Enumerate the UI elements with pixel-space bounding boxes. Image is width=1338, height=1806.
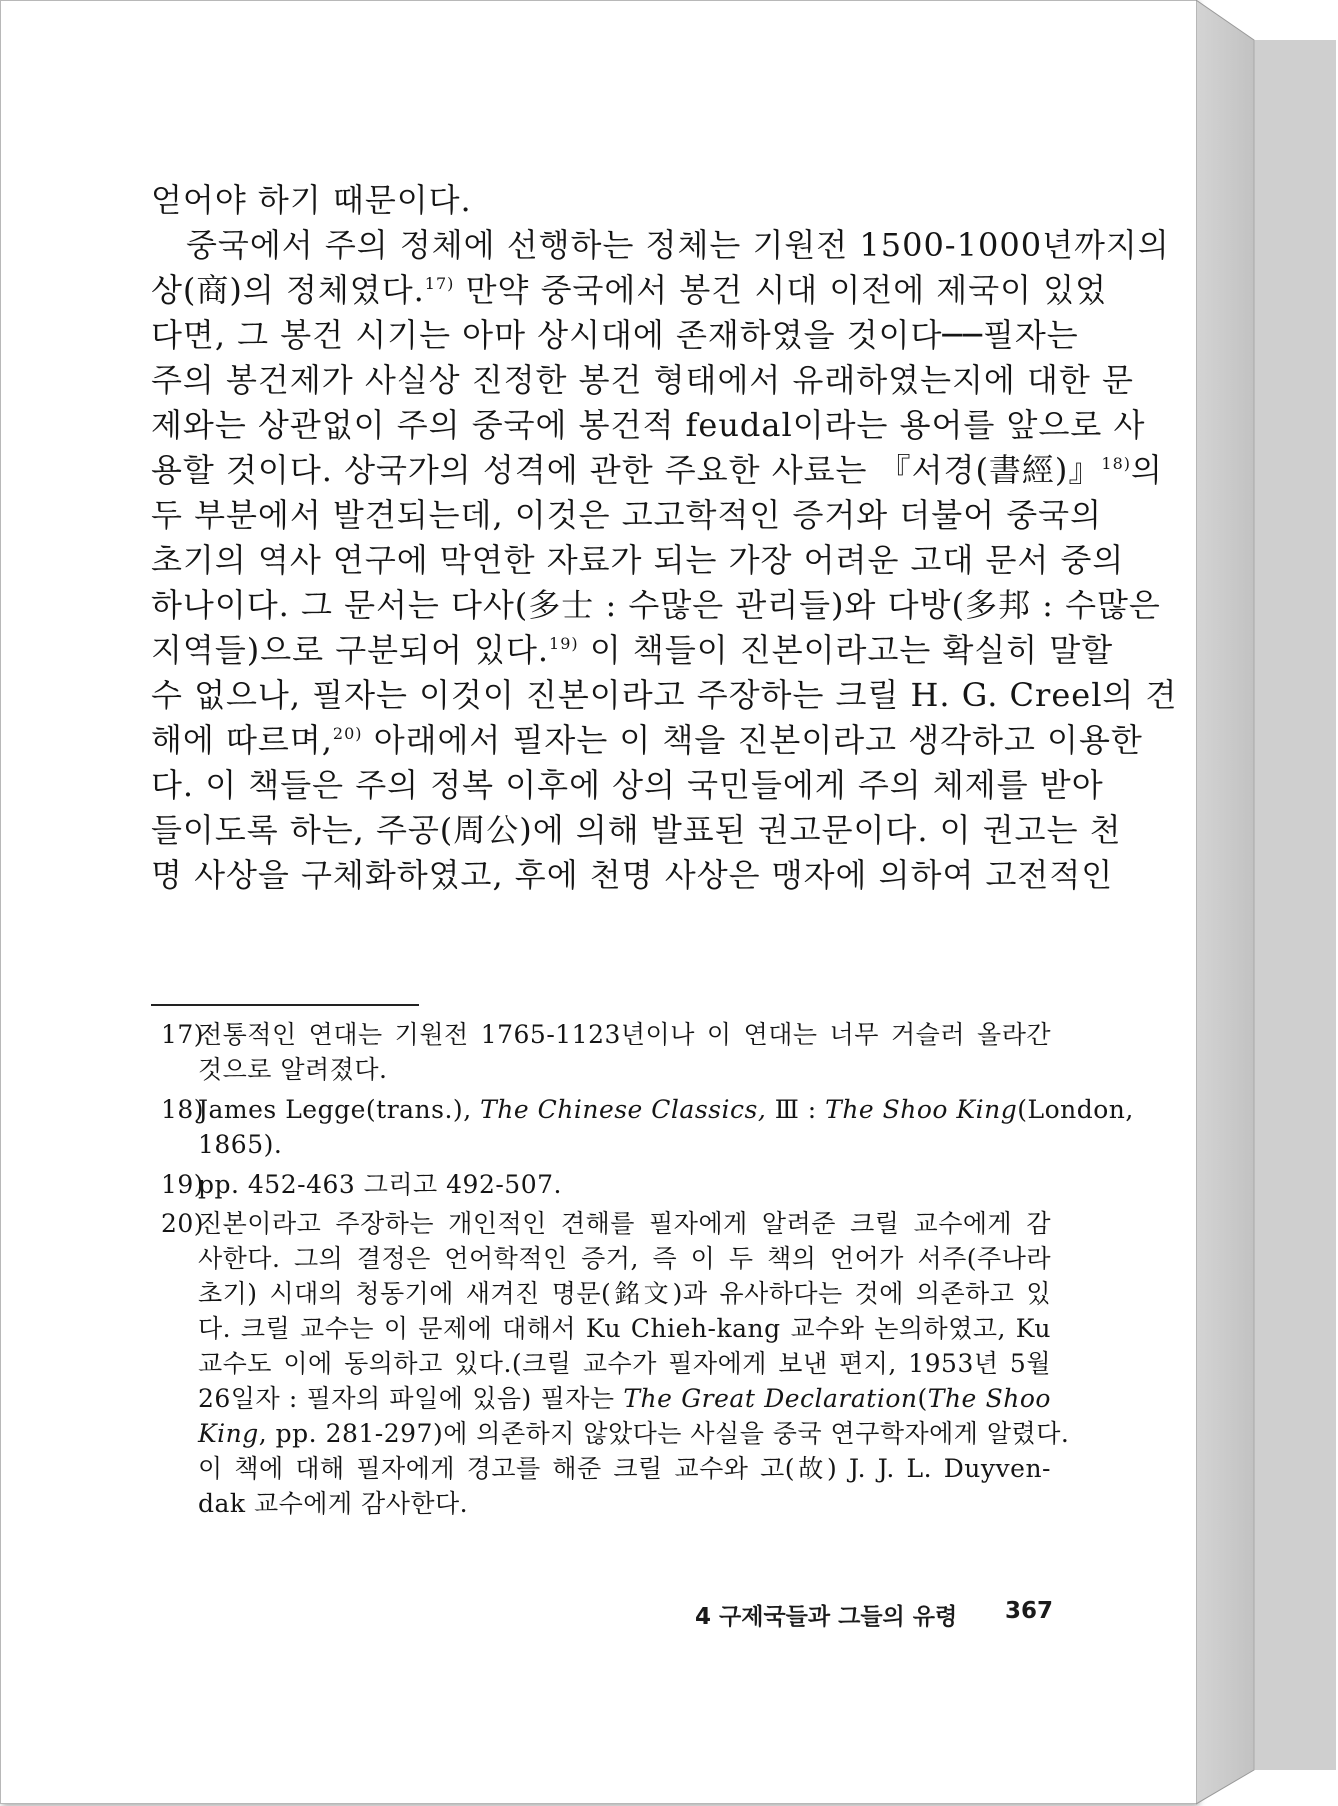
body-line-16: 명 사상을 구체화하였고, 후에 천명 사상은 맹자에 의하여 고전적인 bbox=[151, 856, 1114, 894]
body-line-12: 수 없으나, 필자는 이것이 진본이라고 주장하는 크릴 H. G. Creel의 견 bbox=[151, 676, 1178, 714]
footnote-17-cont: 것으로 알려졌다. bbox=[198, 1055, 388, 1084]
footnote-rule bbox=[151, 1004, 419, 1006]
body-line-9: 초기의 역사 연구에 막연한 자료가 되는 가장 어려운 고대 문서 중의 bbox=[151, 541, 1125, 579]
body-line-15: 들이도록 하는, 주공(周公)에 의해 발표된 권고문이다. 이 권고는 천 bbox=[151, 811, 1122, 849]
body-line-3: 상(商)의 정체였다.$^{17)}$ 만약 중국에서 봉건 시대 이전에 제국이 있었 bbox=[151, 271, 1108, 309]
book-spine bbox=[1196, 0, 1338, 1806]
footnote-20-line-8: 이 책에 대해 필자에게 경고를 해준 크릴 교수와 고(故) J. J. L. Duyven- bbox=[198, 1454, 1051, 1483]
footnote-ref-19[interactable]: 19) bbox=[549, 634, 579, 653]
body-line-11: 지역들)으로 구분되어 있다.$^{19)}$ 이 책들이 진본이라고는 확실히 말할 bbox=[151, 631, 1114, 669]
footnote-20-line-2: 사한다. 그의 결정은 언어학적인 증거, 즉 이 두 책의 언어가 서주(주나라 bbox=[198, 1244, 1051, 1273]
footnote-20-number: 20) bbox=[161, 1209, 205, 1238]
body-line-4: 다면, 그 봉건 시기는 아마 상시대에 존재하였을 것이다──필자는 bbox=[151, 316, 1079, 354]
footnote-18-number: 18) bbox=[161, 1095, 205, 1124]
running-head: 4 구제국들과 그들의 유령 bbox=[695, 1604, 958, 1630]
footnote-ref-17[interactable]: 17) bbox=[424, 274, 455, 293]
footnote-20-line-3: 초기) 시대의 청동기에 새겨진 명문(銘文)과 유사하다는 것에 의존하고 있 bbox=[198, 1279, 1051, 1308]
book-page: 얻어야 하기 때문이다. 중국에서 주의 정체에 선행하는 정체는 기원전 1500-1000년까지의 상(商)의 정체였다.$^{17)}$ 만약 중국에서 봉건 시대 이전에 제국이 있었 다면, 그 봉건 시기는 아마 상시대에 존재하였을 것이다──필자는 주의 봉건제가 사실상 진정한 봉건 형태에서 유래하였는지에 대한 문 제와는 상관없이 주의 중국에 봉건적 feudal이라는 용어를 앞으로 사 용할 것이다. 상국가의 성격에 관한 주요한 사료는 『서경(書經)』$^{18)}$의 두 부분에서 발견되는데, 이것은 고고학적인 증거와 더불어 중국의 초기의 역사 연구에 막연한 자료가 되는 가장 어려운 고대 문서 중의 하나이다. 그 문서는 다사(多士 : 수많은 관리들)와 다방(多邦 : 수많은 지역들)으로 구분되어 있다.$^{19)}$ 이 책들이 진본이라고는 확실히 말할 수 없으나, 필자는 이것이 진본이라고 주장하는 크릴 H. G. Creel의 견 해에 따르며,$^{20)}$ 아래에서 필자는 이 책을 진본이라고 생각하고 이용한 다. 이 책들은 주의 정복 이후에 상의 국민들에게 주의 체제를 받아 들이도록 하는, 주공(周公)에 의해 발표된 권고문이다. 이 권고는 천 명 사상을 구체화하였고, 후에 천명 사상은 맹자에 의하여 고전적인 17) 전통적인 연대는 기원전 1765-1123년이나 이 연대는 너무 거슬러 올라간 것으로 알려졌다. 18) James Legge(trans.), The Chinese Classics, Ⅲ : The Shoo King(London, 1865). 19) pp. 452-463 그리고 492-507. 20) 진본이라고 주장하는 개인적인 견해를 필자에게 알려준 크릴 교수에게 감 사한다. 그의 결정은 언어학적인 증거, 즉 이 두 책의 언어가 서주(주나라 초기) 시대의 청동기에 새겨진 명문(銘文)과 유사하다는 것에 의존하고 있 다. 크릴 교수는 이 문제에 대해서 Ku Chieh-kang 교수와 논의하였고, Ku 교수도 이에 동의하고 있다.(크릴 교수가 필자에게 보낸 편지, 1953년 5월 26일자 : 필자의 파일에 있음) 필자는 The Great Declaration(The Shoo King, pp. 281-297)에 의존하지 않았다는 사실을 중국 연구학자에게 알렸다. 이 책에 대해 필자에게 경고를 해준 크릴 교수와 고(故) J. J. L. Duyven- dak 교수에게 감사한다. 4 구제국들과 그들의 유령 367 bbox=[0, 0, 1197, 1804]
body-line-7: 용할 것이다. 상국가의 성격에 관한 주요한 사료는 『서경(書經)』$^{18)}$의 bbox=[151, 451, 1163, 489]
footnote-20-line-6: 26일자 : 필자의 파일에 있음) 필자는 The Great Declaration(The Shoo bbox=[198, 1384, 1051, 1413]
footnote-20-line-7: King, pp. 281-297)에 의존하지 않았다는 사실을 중국 연구학자에게 알렸다. bbox=[198, 1419, 1070, 1448]
body-line-10: 하나이다. 그 문서는 다사(多士 : 수많은 관리들)와 다방(多邦 : 수많은 bbox=[151, 586, 1161, 624]
footnote-18-cont: 1865). bbox=[198, 1130, 283, 1159]
footnote-20-line-4: 다. 크릴 교수는 이 문제에 대해서 Ku Chieh-kang 교수와 논의하였고, Ku bbox=[198, 1314, 1051, 1343]
body-line-14: 다. 이 책들은 주의 정복 이후에 상의 국민들에게 주의 체제를 받아 bbox=[151, 766, 1104, 804]
body-line-8: 두 부분에서 발견되는데, 이것은 고고학적인 증거와 더불어 중국의 bbox=[151, 496, 1103, 534]
footnote-19-number: 19) bbox=[161, 1170, 205, 1199]
footnote-17-number: 17) bbox=[161, 1020, 205, 1049]
footnote-ref-18[interactable]: 18) bbox=[1101, 454, 1132, 473]
page-number: 367 bbox=[1005, 1598, 1054, 1624]
body-line-6: 제와는 상관없이 주의 중국에 봉건적 feudal이라는 용어를 앞으로 사 bbox=[151, 406, 1146, 444]
body-line-1: 얻어야 하기 때문이다. bbox=[151, 181, 472, 219]
body-line-13: 해에 따르며,$^{20)}$ 아래에서 필자는 이 책을 진본이라고 생각하고 이용한 bbox=[151, 721, 1143, 759]
footnote-20-line-5: 교수도 이에 동의하고 있다.(크릴 교수가 필자에게 보낸 편지, 1953년 5월 bbox=[198, 1349, 1051, 1378]
body-line-2: 중국에서 주의 정체에 선행하는 정체는 기원전 1500-1000년까지의 bbox=[186, 226, 1170, 264]
footnote-20-line-9: dak 교수에게 감사한다. bbox=[198, 1489, 469, 1518]
footnote-ref-20[interactable]: 20) bbox=[332, 724, 363, 743]
body-line-5: 주의 봉건제가 사실상 진정한 봉건 형태에서 유래하였는지에 대한 문 bbox=[151, 361, 1134, 399]
